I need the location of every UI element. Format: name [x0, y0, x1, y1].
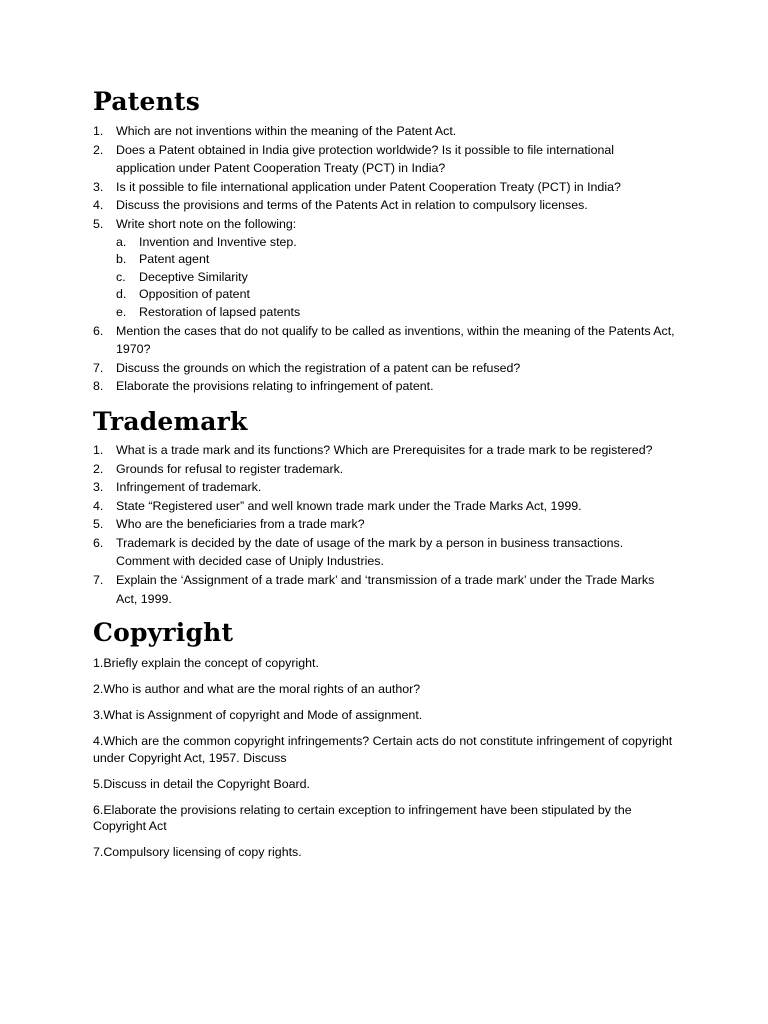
- list-item: 6. Trademark is decided by the date of usage of the mark by a person in business transactions. Comment with decided case of Uniply Industries.: [93, 535, 624, 569]
- sublist-item: a. Invention and Inventive step.: [116, 234, 297, 249]
- sublist-item: c. Deceptive Similarity: [116, 269, 248, 284]
- list-item: 3. Is it possible to file international application under Patent Cooperation Treaty (PCT) in India?: [93, 179, 621, 194]
- list-item: 4. State “Registered user” and well known trade mark under the Trade Marks Act, 1999.: [93, 498, 582, 513]
- list-item: 4. Discuss the provisions and terms of the Patents Act in relation to compulsory licenses.: [93, 198, 588, 213]
- paragraph: 7.Compulsory licensing of copy rights.: [93, 845, 302, 860]
- paragraph: 4.Which are the common copyright infringements? Certain acts do not constitute infringement of copyright under Copyright Act, 1957. Discuss: [93, 734, 673, 765]
- paragraph: 3.What is Assignment of copyright and Mode of assignment.: [93, 708, 423, 723]
- list-item: 1. Which are not inventions within the meaning of the Patent Act.: [93, 124, 457, 138]
- list-item: 1. What is a trade mark and its functions? Which are Prerequisites for a trade mark to be registered?: [93, 442, 653, 457]
- list-item: 7. Explain the ‘Assignment of a trade mark’ and ‘transmission of a trade mark’ under the Trade Marks Act, 1999.: [93, 573, 655, 606]
- list-item: 6. Mention the cases that do not qualify to be called as inventions, within the meaning of the Patents Act, 1970?: [93, 323, 675, 357]
- trademark-heading: Trademark: [93, 406, 248, 436]
- paragraph: 5.Discuss in detail the Copyright Board.: [93, 776, 310, 791]
- list-item: 2. Grounds for refusal to register trademark.: [93, 461, 344, 476]
- copyright-heading: Copyright: [93, 618, 234, 648]
- sublist-item: e. Restoration of lapsed patents: [116, 304, 301, 319]
- list-item: 7. Discuss the grounds on which the registration of a patent can be refused?: [93, 360, 521, 375]
- copyright-questions: [93, 655, 676, 861]
- patents-list: [93, 122, 676, 396]
- list-item: 5. Write short note on the following: a. Invention and Inventive step. b. Patent agent c. Deceptive Similarity d. Opposition of patent e. Restoration of lapsed patents: [93, 215, 676, 322]
- list-item: 2. Does a Patent obtained in India give protection worldwide? Is it possible to file international application under Patent Cooperation Treaty (PCT) in India?: [93, 142, 614, 176]
- paragraph: 1.Briefly explain the concept of copyright.: [93, 656, 319, 671]
- paragraph: 2.Who is author and what are the moral rights of an author?: [93, 682, 421, 697]
- list-item: 3. Infringement of trademark.: [93, 480, 262, 495]
- patents-heading: Patents: [93, 87, 200, 116]
- trademark-list: [93, 441, 676, 608]
- sublist-item: b. Patent agent: [116, 252, 210, 267]
- sublist-item: d. Opposition of patent: [116, 287, 250, 302]
- list-item: 8. Elaborate the provisions relating to infringement of patent.: [93, 379, 434, 394]
- list-item: 5. Who are the beneficiaries from a trade mark?: [93, 517, 365, 532]
- paragraph: 6.Elaborate the provisions relating to certain exception to infringement have been stipulated by the Copyright Act: [93, 802, 632, 834]
- short-note-sublist: [116, 234, 676, 322]
